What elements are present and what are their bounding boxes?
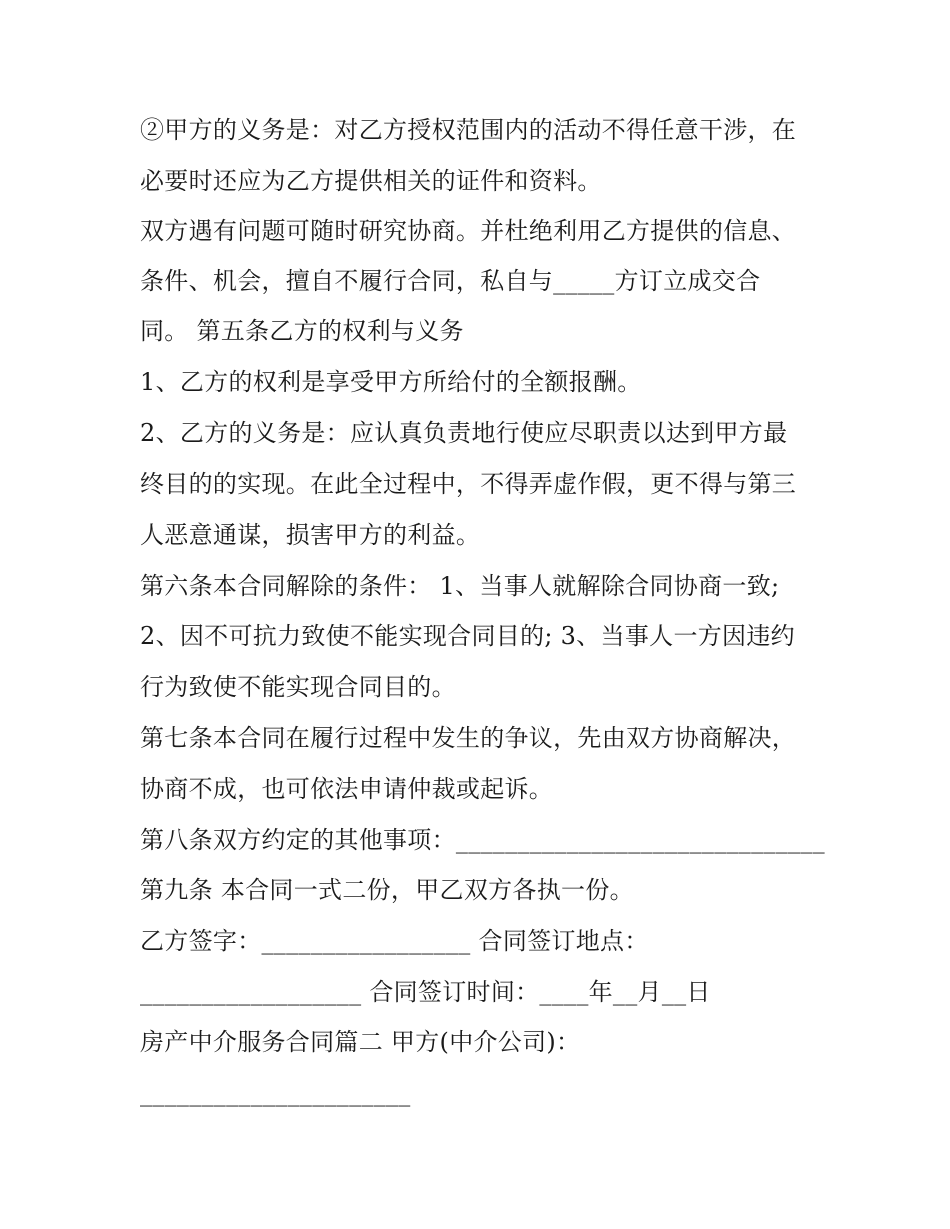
paragraph-line: 第八条双方约定的其他事项：______________________________ — [140, 826, 825, 854]
paragraph-line: ②甲方的义务是：对乙方授权范围内的活动不得任意干涉，在 — [140, 116, 797, 144]
paragraph-line: 必要时还应为乙方提供相关的证件和资料。 — [140, 167, 602, 195]
paragraph-line: 1、乙方的权利是享受甲方所给付的全额报酬。 — [140, 368, 642, 396]
paragraph-line: 双方遇有问题可随时研究协商。并杜绝利用乙方提供的信息、 — [140, 217, 797, 245]
paragraph-line: 第七条本合同在履行过程中发生的争议，先由双方协商解决， — [140, 724, 797, 752]
paragraph-line: __________________ 合同签订时间：____年__月__日 — [140, 978, 711, 1006]
paragraph-line: 行为致使不能实现合同目的。 — [140, 673, 456, 701]
paragraph-line: 2、乙方的义务是：应认真负责地行使应尽职责以达到甲方最 — [140, 419, 788, 447]
paragraph-line: 房产中介服务合同篇二 甲方(中介公司)： — [140, 1028, 581, 1056]
paragraph-line: 第六条本合同解除的条件： 1、当事人就解除合同协商一致; — [140, 572, 780, 600]
paragraph-line: 2、因不可抗力致使不能实现合同目的; 3、当事人一方因违约 — [140, 622, 795, 650]
paragraph-line: 条件、机会，擅自不履行合同，私自与_____方订立成交合 — [140, 267, 761, 295]
paragraph-line: 乙方签字：_________________ 合同签订地点： — [140, 927, 649, 955]
paragraph-line: 协商不成，也可依法申请仲裁或起诉。 — [140, 775, 554, 803]
paragraph-line: 同。 第五条乙方的权利与义务 — [140, 317, 464, 345]
paragraph-line: 终目的的实现。在此全过程中，不得弄虚作假，更不得与第三 — [140, 470, 797, 498]
paragraph-line: 第九条 本合同一式二份，甲乙双方各执一份。 — [140, 876, 634, 904]
paragraph-line: ______________________ — [140, 1079, 411, 1107]
paragraph-line: 人恶意通谋，损害甲方的利益。 — [140, 521, 481, 549]
